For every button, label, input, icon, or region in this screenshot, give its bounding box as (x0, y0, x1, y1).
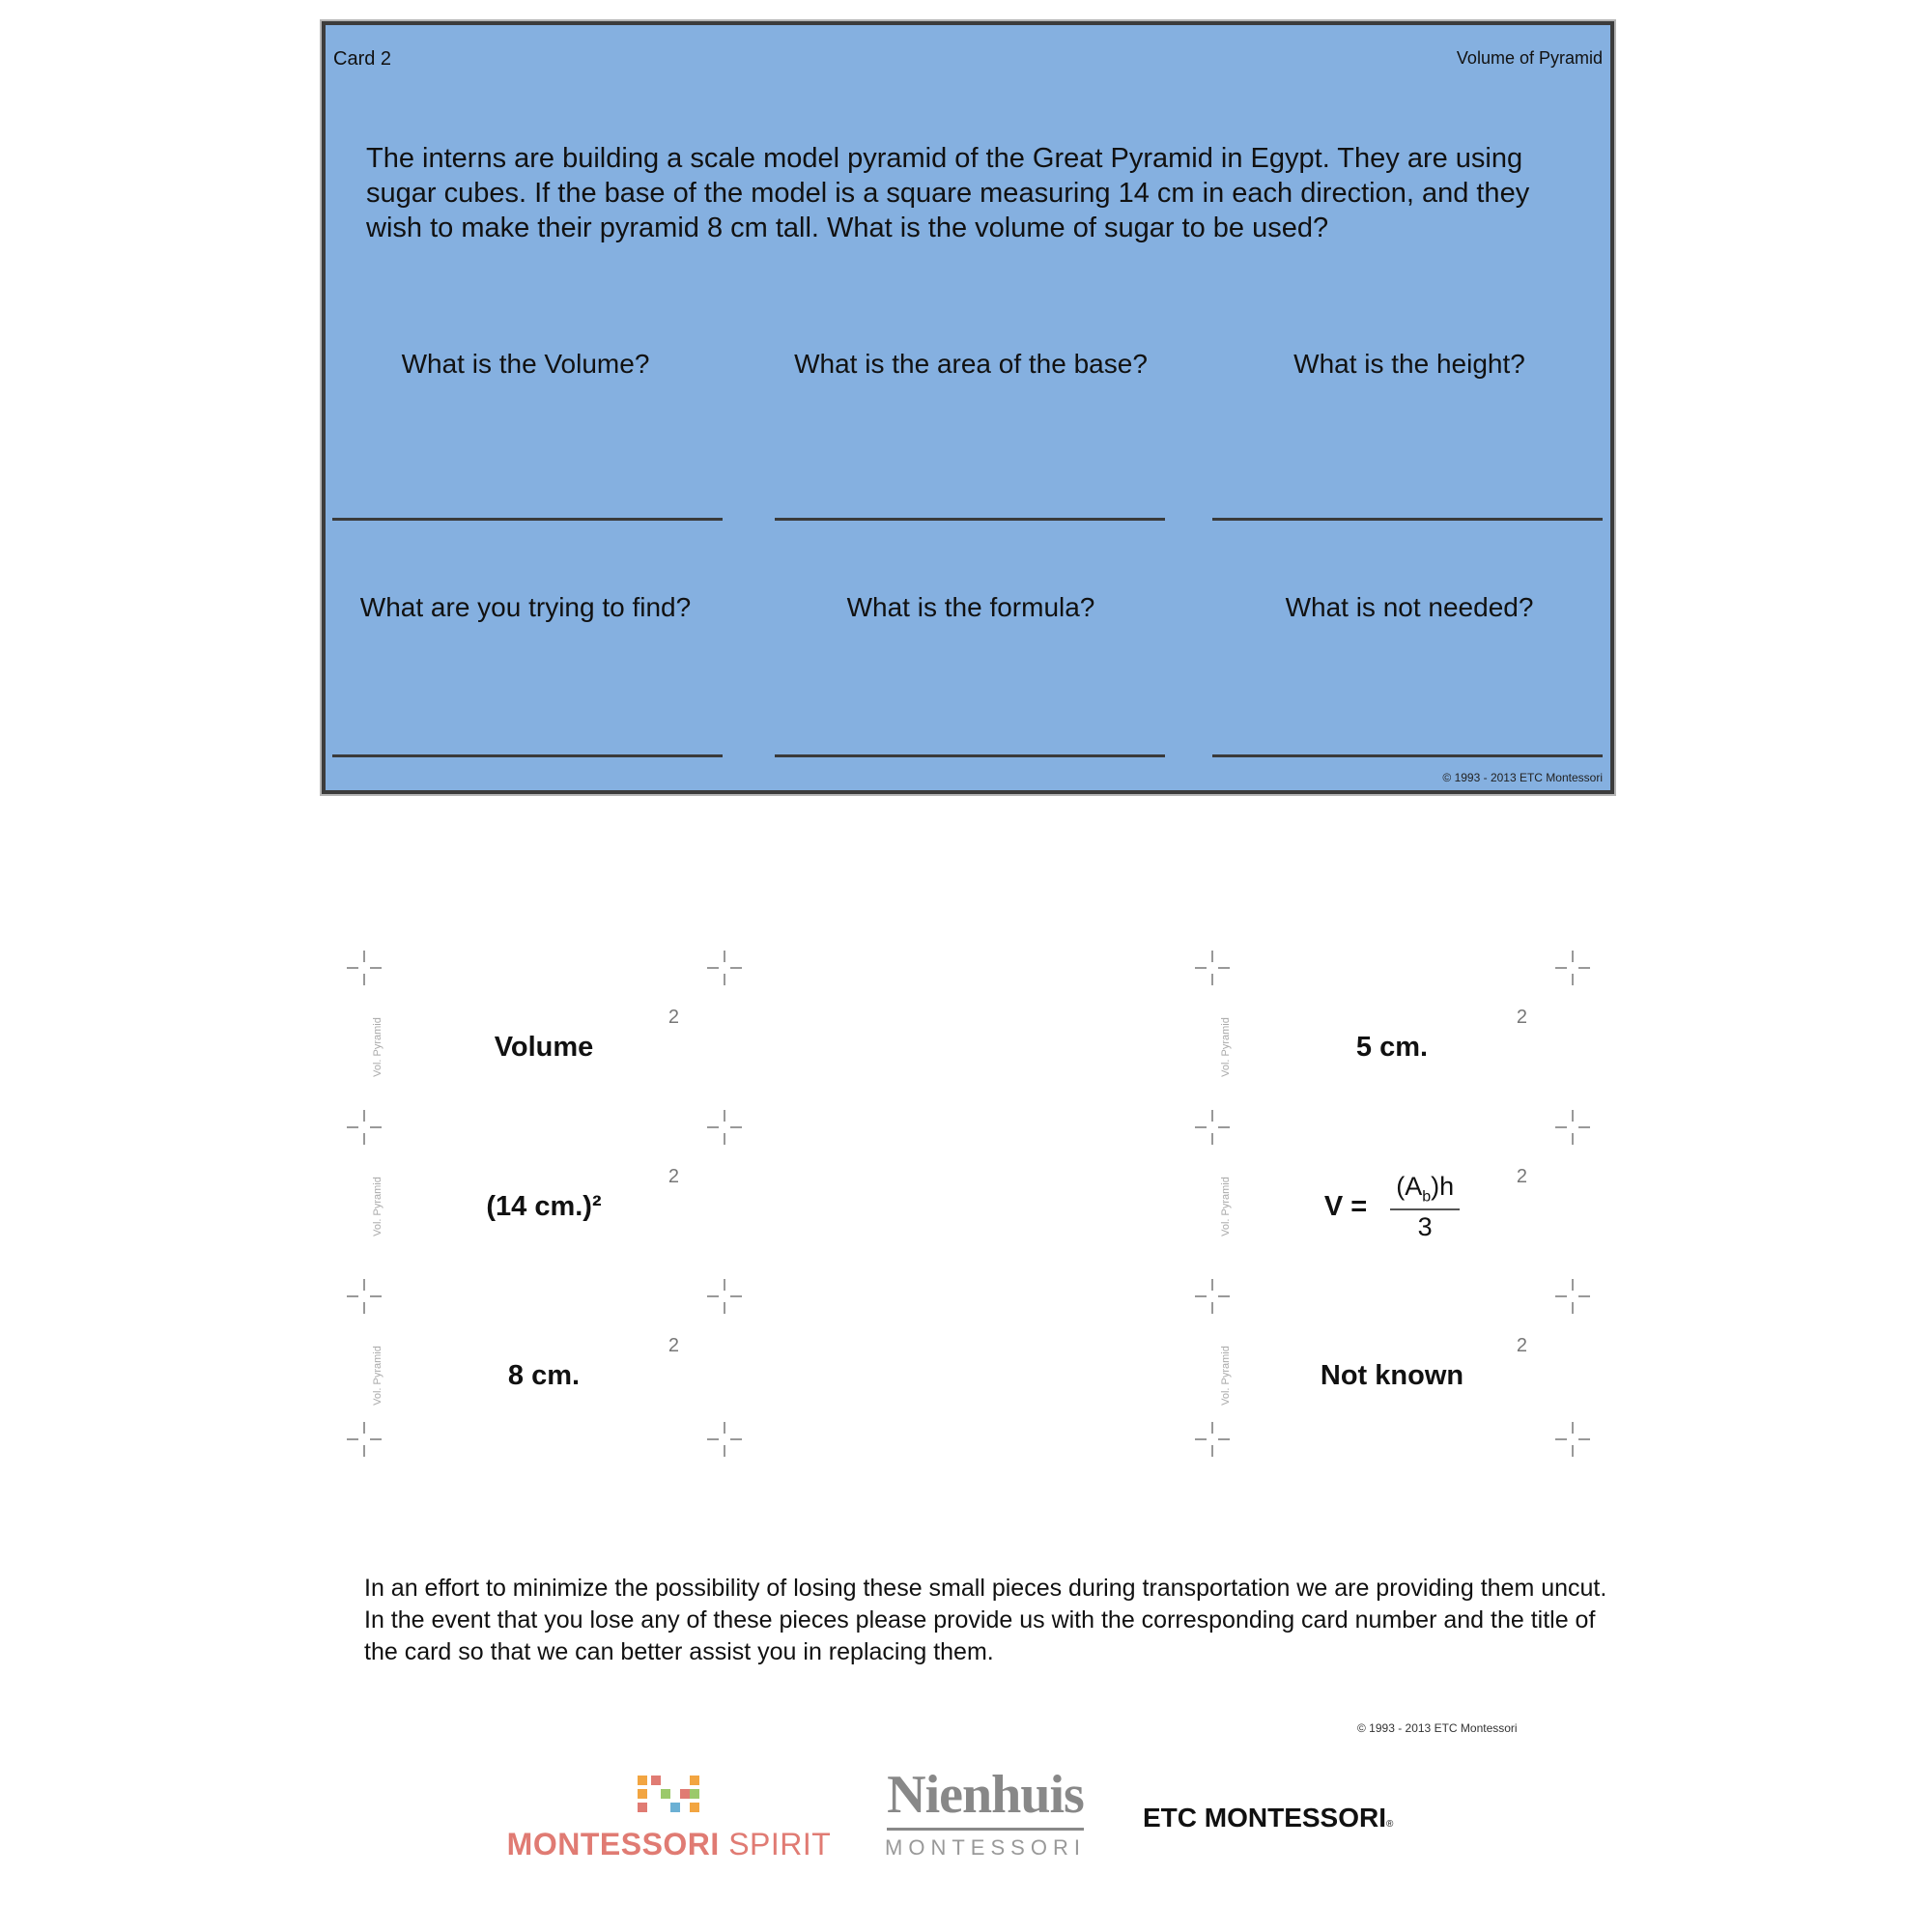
cut-mark (1572, 1445, 1574, 1457)
volume-formula (1324, 1172, 1460, 1241)
cut-mark (363, 1279, 365, 1291)
question-volume: What is the Volume? (401, 349, 650, 379)
cut-mark (724, 951, 725, 962)
cut-mark (1555, 1126, 1567, 1128)
piece-card-number: 2 (1516, 1335, 1527, 1356)
piece-card-number: 2 (668, 1166, 679, 1187)
nienhuis-subtitle: MONTESSORI (885, 1835, 1086, 1860)
word-problem: The interns are building a scale model pyramid of the Great Pyramid in Egypt. They are using sugar cubes. If the base of the model is a square measuring 14 cm in each direction, and they wish to make their pyramid 8 cm tall. What is the volume of sugar to be used? (366, 143, 1530, 243)
cut-mark (724, 1302, 725, 1314)
cut-mark (1211, 1302, 1213, 1314)
piece-side-label: Vol. Pyramid (1220, 1346, 1232, 1406)
cut-mark (724, 1279, 725, 1291)
answer-piece (364, 1127, 724, 1287)
cut-mark (1195, 1438, 1207, 1440)
question-height: What is the height? (1293, 349, 1525, 379)
cut-mark (1218, 967, 1230, 969)
piece-card-number: 2 (668, 1335, 679, 1356)
piece-side-label: Vol. Pyramid (372, 1177, 384, 1236)
question-formula: What is the formula? (846, 592, 1095, 622)
nienhuis-rule (887, 1828, 1084, 1831)
cut-mark (707, 967, 719, 969)
cut-mark (370, 1126, 382, 1128)
cut-mark (1572, 1279, 1574, 1291)
cut-mark (370, 967, 382, 969)
piece-card-number: 2 (1516, 1007, 1527, 1028)
nienhuis-wordmark: Nienhuis (887, 1765, 1084, 1825)
question-area-of-base: What is the area of the base? (794, 349, 1148, 379)
cut-mark (724, 974, 725, 985)
cut-mark (1218, 1438, 1230, 1440)
formula-fraction (1390, 1172, 1460, 1241)
piece-side-label: Vol. Pyramid (372, 1346, 384, 1406)
piece-card-number: 2 (1516, 1166, 1527, 1187)
piece-side-label: Vol. Pyramid (1220, 1177, 1232, 1236)
piece-answer-formula (1251, 1127, 1533, 1287)
registered-mark: ® (1386, 1819, 1394, 1830)
piece-answer-not-needed: Not known (1320, 1360, 1464, 1391)
cut-mark (370, 1438, 382, 1440)
answer-line (775, 518, 1165, 521)
cut-mark (347, 1126, 358, 1128)
transport-notice: In an effort to minimize the possibility of losing these small pieces during transportation we are providing them uncut. In the event that you lose any of these pieces please provide us with the corresponding card number and the title of the card so that we can better assist you in replacing them. (364, 1575, 1607, 1665)
cut-mark (707, 1126, 719, 1128)
cut-mark (1572, 974, 1574, 985)
answer-line (1212, 518, 1603, 521)
question-not-needed: What is not needed? (1285, 592, 1534, 622)
cut-mark (707, 1295, 719, 1297)
cut-mark (363, 1110, 365, 1122)
question-trying-to-find: What are you trying to find? (359, 592, 692, 622)
cut-mark (363, 1133, 365, 1145)
piece-answer-base-area: (14 cm.)² (486, 1191, 602, 1222)
task-card (322, 21, 1614, 794)
cut-mark (1211, 1133, 1213, 1145)
footer-copyright: © 1993 - 2013 ETC Montessori (1357, 1721, 1518, 1735)
cut-mark (1211, 1279, 1213, 1291)
cut-mark (1555, 967, 1567, 969)
card-copyright: © 1993 - 2013 ETC Montessori (1442, 771, 1603, 784)
montessori-spirit-logo (502, 1766, 836, 1862)
answer-line (1212, 754, 1603, 757)
answer-line (332, 518, 723, 521)
cut-mark (363, 1422, 365, 1434)
cut-mark (1572, 1110, 1574, 1122)
answer-piece (1212, 968, 1572, 1127)
cut-mark (730, 1438, 742, 1440)
nienhuis-logo (879, 1764, 1092, 1861)
cut-mark (724, 1445, 725, 1457)
answer-piece (364, 968, 724, 1127)
answer-piece (1212, 1296, 1572, 1456)
answer-line (775, 754, 1165, 757)
cut-mark (730, 967, 742, 969)
cut-mark (1218, 1126, 1230, 1128)
etc-montessori-logo: ETC MONTESSORI® (1143, 1803, 1394, 1833)
cut-mark (347, 1438, 358, 1440)
piece-side-label: Vol. Pyramid (1220, 1017, 1232, 1077)
cut-mark (1218, 1295, 1230, 1297)
cut-mark (1195, 1295, 1207, 1297)
cut-mark (1572, 951, 1574, 962)
answer-piece (1212, 1127, 1572, 1287)
cut-mark (363, 974, 365, 985)
cut-mark (363, 1445, 365, 1457)
piece-side-label: Vol. Pyramid (372, 1017, 384, 1077)
formula-denominator: 3 (1417, 1211, 1433, 1241)
cut-mark (347, 967, 358, 969)
cut-mark (724, 1422, 725, 1434)
answer-piece (364, 1296, 724, 1456)
cut-mark (1211, 1445, 1213, 1457)
formula-numerator: $(A_b)h$ (1390, 1172, 1460, 1209)
cut-mark (1211, 951, 1213, 962)
cut-mark (730, 1295, 742, 1297)
cut-mark (730, 1126, 742, 1128)
cut-mark (1211, 974, 1213, 985)
cut-mark (1578, 1295, 1590, 1297)
cut-mark (724, 1110, 725, 1122)
formula-lhs: V = (1323, 1190, 1368, 1222)
piece-card-number: 2 (668, 1007, 679, 1028)
card-number: Card 2 (333, 48, 392, 70)
cut-mark (1195, 967, 1207, 969)
cut-mark (1555, 1438, 1567, 1440)
cut-mark (724, 1133, 725, 1145)
cut-mark (1578, 1438, 1590, 1440)
formula-subscript: b (1422, 1188, 1432, 1206)
cut-mark (1572, 1302, 1574, 1314)
cut-mark (707, 1438, 719, 1440)
montessori-spirit-mark-icon (502, 1766, 836, 1824)
cut-mark (1572, 1133, 1574, 1145)
cut-mark (1211, 1422, 1213, 1434)
cut-mark (347, 1295, 358, 1297)
piece-answer-volume: Volume (494, 1032, 594, 1063)
cut-mark (363, 1302, 365, 1314)
cut-mark (1195, 1126, 1207, 1128)
cut-mark (1211, 1110, 1213, 1122)
cut-mark (363, 951, 365, 962)
answer-line (332, 754, 723, 757)
cut-mark (1578, 967, 1590, 969)
piece-answer-height: 8 cm. (507, 1360, 581, 1391)
cut-mark (1572, 1422, 1574, 1434)
montessori-spirit-wordmark: MONTESSORI SPIRIT (506, 1827, 832, 1861)
piece-answer-5cm: 5 cm. (1355, 1032, 1429, 1063)
cut-mark (1578, 1126, 1590, 1128)
card-title: Volume of Pyramid (1456, 48, 1603, 68)
cut-mark (1555, 1295, 1567, 1297)
cut-mark (370, 1295, 382, 1297)
